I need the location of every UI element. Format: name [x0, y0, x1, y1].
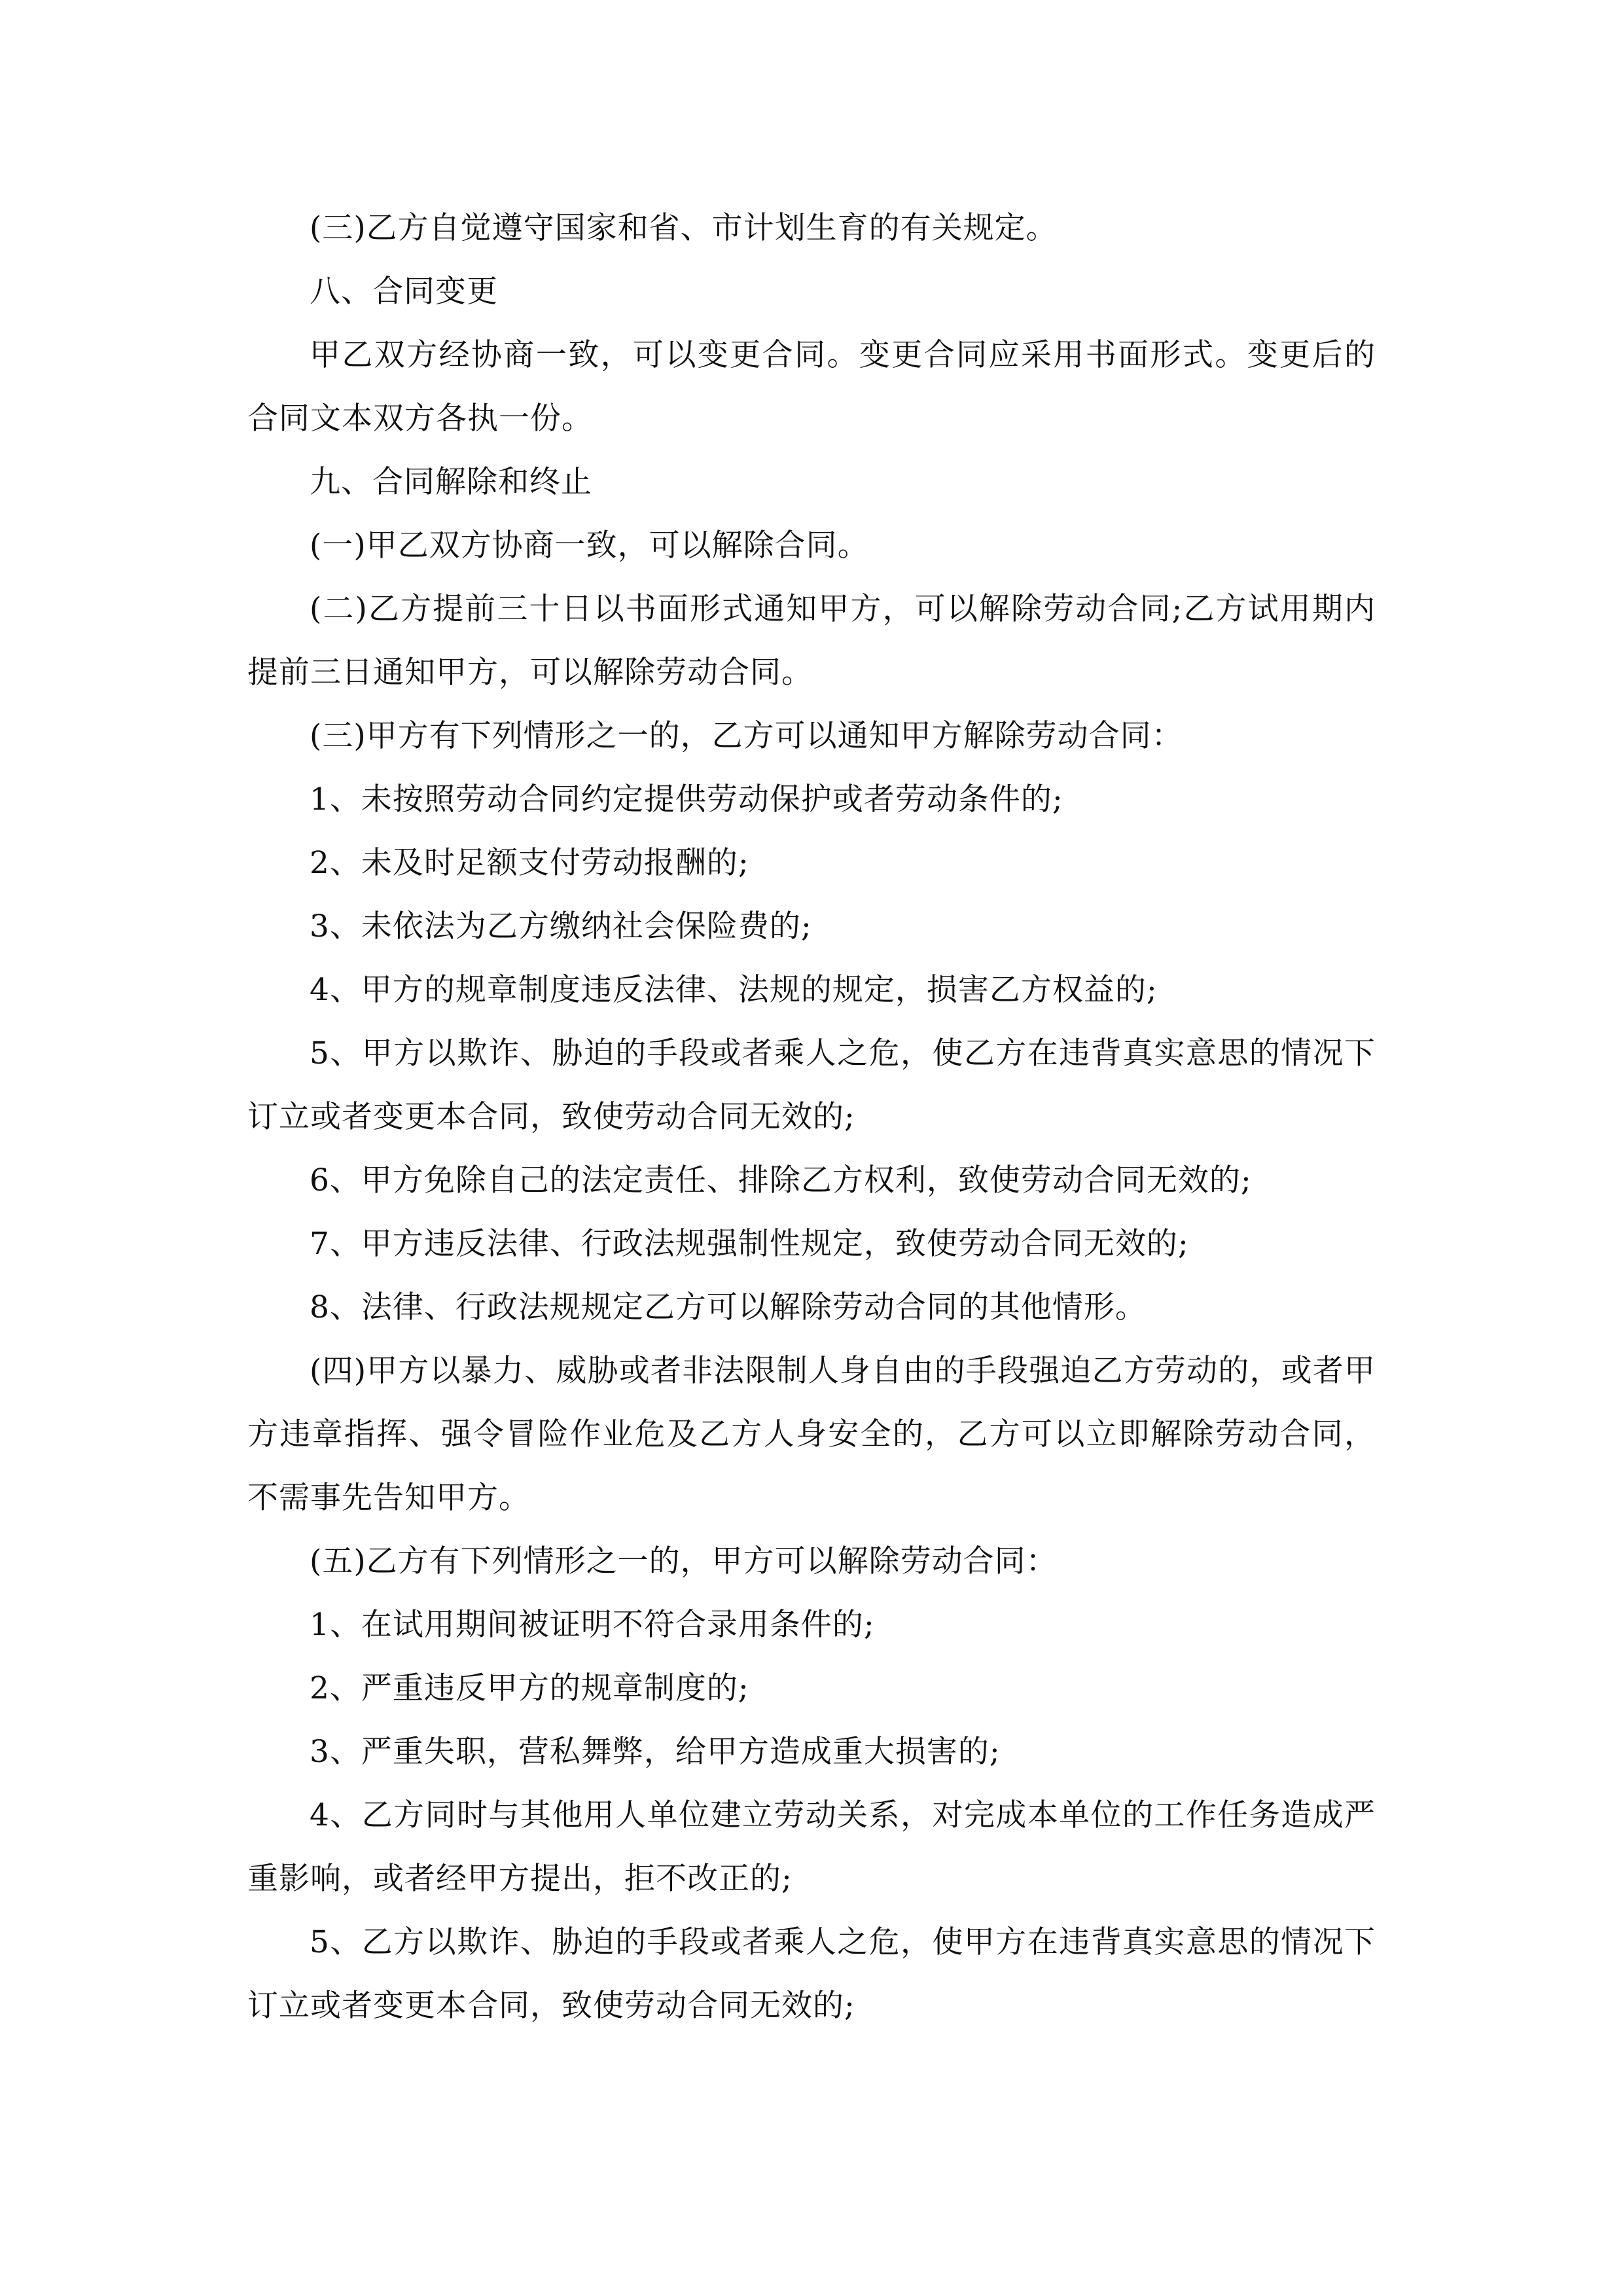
- list-item: 5、甲方以欺诈、胁迫的手段或者乘人之危，使乙方在违背真实意思的情况下订立或者变更本合同，致使劳动合同无效的;: [247, 1035, 1376, 1135]
- section-8-body: 甲乙双方经协商一致，可以变更合同。变更合同应采用书面形式。变更后的合同文本双方各执一份。: [247, 337, 1376, 437]
- section-9-clause-1: (一)甲乙双方协商一致，可以解除合同。: [310, 528, 869, 564]
- section-9-clause-5: (五)乙方有下列情形之一的，甲方可以解除劳动合同：: [310, 1543, 1058, 1579]
- section-9-clause-4: (四)甲方以暴力、威胁或者非法限制人身自由的手段强迫乙方劳动的，或者甲方违章指挥、强令冒险作业危及乙方人身安全的，乙方可以立即解除劳动合同，不需事先告知甲方。: [247, 1353, 1376, 1516]
- list-item: 3、未依法为乙方缴纳社会保险费的;: [310, 908, 812, 944]
- list-item: 6、甲方免除自己的法定责任、排除乙方权利，致使劳动合同无效的;: [310, 1162, 1252, 1198]
- list-item: 1、未按照劳动合同约定提供劳动保护或者劳动条件的;: [310, 781, 1063, 817]
- section-9-heading: 九、合同解除和终止: [310, 464, 592, 500]
- list-item: 1、在试用期间被证明不符合录用条件的;: [310, 1607, 875, 1643]
- list-item: 4、甲方的规章制度违反法律、法规的规定，损害乙方权益的;: [310, 972, 1158, 1008]
- list-item: 2、未及时足额支付劳动报酬的;: [310, 845, 749, 881]
- list-item: 7、甲方违反法律、行政法规强制性规定，致使劳动合同无效的;: [310, 1226, 1189, 1262]
- list-item: 2、严重违反甲方的规章制度的;: [310, 1670, 749, 1706]
- section-8-heading: 八、合同变更: [310, 274, 498, 310]
- document-page: [247, 196, 1376, 2037]
- section-9-clause-2: (二)乙方提前三十日以书面形式通知甲方，可以解除劳动合同;乙方试用期内提前三日通知甲方，可以解除劳动合同。: [247, 591, 1376, 691]
- clause-3-family-planning: (三)乙方自觉遵守国家和省、市计划生育的有关规定。: [310, 210, 1058, 246]
- list-item: 5、乙方以欺诈、胁迫的手段或者乘人之危，使甲方在违背真实意思的情况下订立或者变更本合同，致使劳动合同无效的;: [247, 1924, 1376, 2024]
- list-item: 8、法律、行政法规规定乙方可以解除劳动合同的其他情形。: [310, 1289, 1147, 1325]
- list-item: 4、乙方同时与其他用人单位建立劳动关系，对完成本单位的工作任务造成严重影响，或者经甲方提出，拒不改正的;: [247, 1797, 1376, 1897]
- section-9-clause-3: (三)甲方有下列情形之一的，乙方可以通知甲方解除劳动合同：: [310, 718, 1183, 754]
- list-item: 3、严重失职，营私舞弊，给甲方造成重大损害的;: [310, 1734, 1001, 1770]
